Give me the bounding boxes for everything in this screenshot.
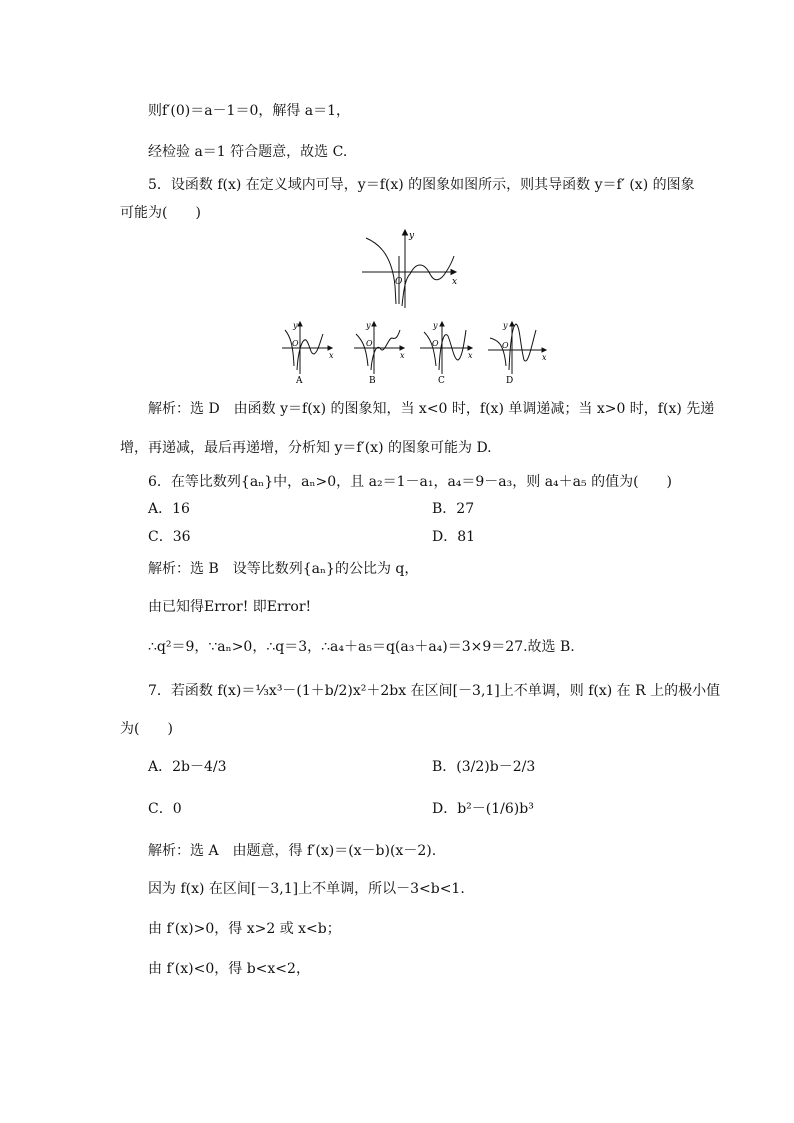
option-a-y: y	[293, 321, 298, 330]
option-a-graph	[282, 322, 332, 374]
option-b-x: x	[400, 351, 405, 360]
option-b-graph	[354, 322, 404, 374]
question-6-stem: 6．在等比数列{aₙ}中，aₙ>0，且 a₂＝1－a₁，a₄＝9－a₃，则 a₄＋a₅ 的值为( )	[148, 474, 673, 490]
text-line-1: 则f′(0)＝a－1＝0，解得 a＝1，	[148, 103, 351, 119]
option-b-label: B	[369, 376, 376, 386]
question-7-option-b: B．(3/2)b－2/3	[432, 759, 536, 775]
option-c-y: y	[433, 321, 438, 330]
solution-7-line-4: 由 f′(x)<0，得 b<x<2，	[148, 961, 310, 977]
option-d-label: D	[506, 376, 514, 386]
question-7-line-1: 7．若函数 f(x)＝⅓x³－(1＋b/2)x²＋2bx 在区间[－3,1]上不单调，则 f(x) 在 R 上的极小值	[148, 683, 721, 699]
question-5-line-2: 可能为( )	[120, 205, 201, 221]
solution-6-line-1: 解析：选 B 设等比数列{aₙ}的公比为 q，	[148, 561, 419, 577]
option-d-origin: O	[502, 341, 509, 350]
option-a-x: x	[329, 351, 334, 360]
option-d-y: y	[503, 321, 508, 330]
question-6-option-c: C．36	[148, 529, 191, 545]
main-origin-label: O	[395, 277, 403, 287]
option-c-x: x	[468, 351, 473, 360]
question-6-option-b: B．27	[432, 501, 475, 517]
question-6-option-a: A．16	[148, 501, 190, 517]
function-graph-figure	[0, 226, 794, 386]
solution-7-line-1: 解析：选 A 由题意，得 f′(x)＝(x－b)(x－2).	[148, 843, 437, 859]
solution-6-line-2: 由已知得Error! 即Error!	[148, 599, 312, 615]
option-d-x: x	[542, 353, 547, 362]
question-5-line-1: 5．设函数 f(x) 在定义域内可导，y＝f(x) 的图象如图所示，则其导函数 y＝f′ (x) 的图象	[148, 177, 695, 193]
option-a-origin: O	[292, 339, 299, 348]
option-b-y: y	[366, 321, 371, 330]
question-7-line-2: 为( )	[120, 721, 173, 737]
question-7-option-c: C．0	[148, 801, 182, 817]
solution-5-line-2: 增，再递减，最后再递增，分析知 y＝f′(x) 的图象可能为 D.	[120, 440, 492, 456]
option-b-origin: O	[366, 339, 373, 348]
option-c-label: C	[438, 376, 445, 386]
solution-7-line-3: 由 f′(x)>0，得 x>2 或 x<b；	[148, 921, 341, 937]
solution-7-line-2: 因为 f(x) 在区间[－3,1]上不单调，所以－3<b<1.	[148, 881, 465, 897]
main-y-label: y	[409, 231, 415, 241]
option-a-label: A	[296, 376, 303, 386]
question-6-option-d: D．81	[432, 529, 476, 545]
solution-6-line-3: ∴q²＝9，∵aₙ>0，∴q＝3，∴a₄＋a₅＝q(a₃＋a₄)＝3×9＝27.故选 B.	[148, 639, 575, 655]
question-7-option-a: A．2b－4/3	[148, 759, 227, 775]
solution-5-line-1: 解析：选 D 由函数 y＝f(x) 的图象知，当 x<0 时，f(x) 单调递减；当 x>0 时，f(x) 先递	[148, 401, 715, 417]
option-d-graph	[488, 322, 546, 374]
option-c-graph	[420, 322, 472, 374]
question-7-option-d: D．b²－(1/6)b³	[432, 801, 534, 817]
main-x-label: x	[452, 277, 458, 287]
main-graph	[362, 230, 456, 308]
option-c-origin: O	[432, 339, 439, 348]
text-line-2: 经检验 a＝1 符合题意，故选 C.	[148, 144, 348, 160]
